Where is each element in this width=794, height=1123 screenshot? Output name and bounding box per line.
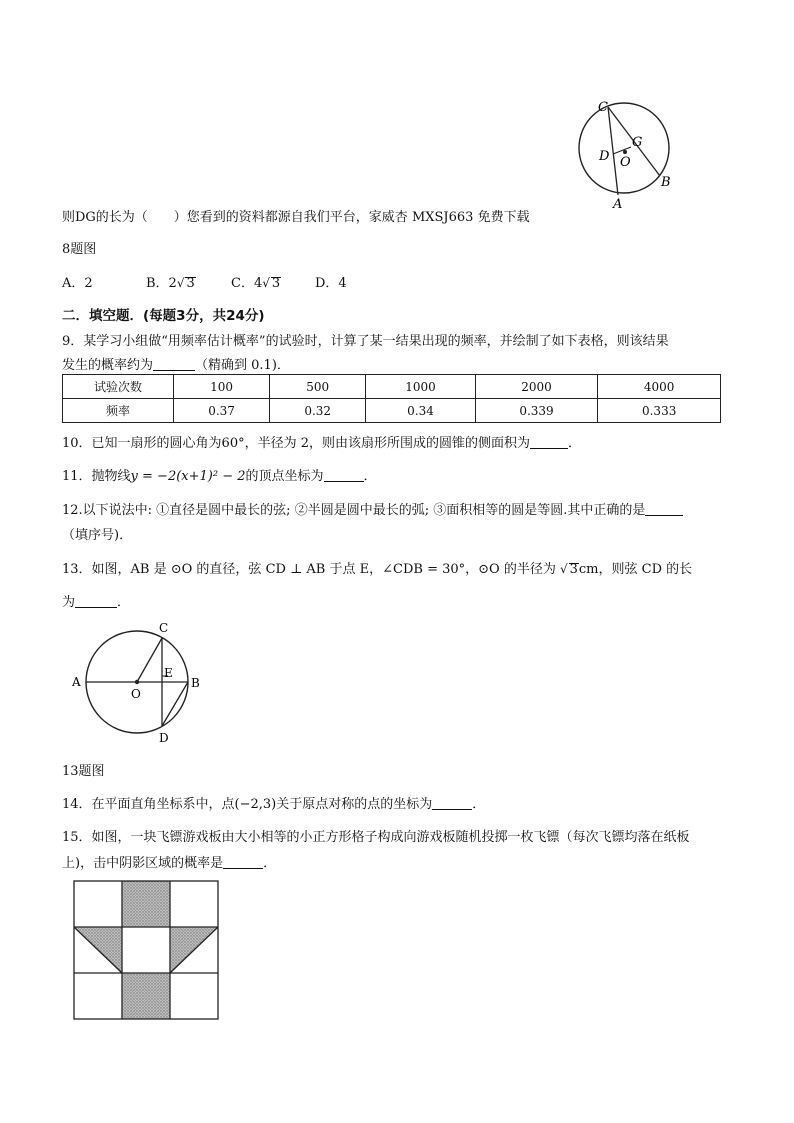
q12-line1: 12.以下说法中: ①直径是圆中最长的弦; ②半圆是圆中最长的弧; ③面积相等的圆是等圆.其中正确的是	[62, 499, 683, 518]
q8-circle	[579, 103, 669, 193]
q10-text: 10．已知一扇形的圆心角为60°，半径为 2，则由该扇形所围成的圆锥的侧面积为 ．	[62, 436, 582, 451]
table-cell: 0.339	[475, 399, 598, 423]
table-cell: 0.37	[174, 399, 270, 423]
q8-label-b: B	[661, 175, 671, 190]
table-cell: 100	[174, 375, 270, 399]
q8-label-o: O	[620, 155, 631, 170]
table-cell: 4000	[598, 375, 721, 399]
q8-figure	[568, 92, 680, 212]
q13-line1: 13．如图，AB 是 ⊙O 的直径，弦 CD ⊥ AB 于点 E，∠CDB = 30°，⊙O 的半径为 √ 3cm，则弦 CD 的长	[62, 562, 693, 577]
q8-option-b: B．2√ 3	[146, 276, 195, 291]
table-header-trials: 试验次数	[63, 375, 174, 399]
section2-heading: 二．填空题．(每题3分，共24分)	[62, 308, 265, 324]
table-cell: 0.333	[598, 399, 721, 423]
q13-label-d: D	[159, 731, 169, 745]
q11-text: 11．抛物线y = −2(x+1)² − 2的顶点坐标为 ．	[62, 469, 377, 484]
table-cell: 0.34	[366, 399, 475, 423]
table-header-frequency: 频率	[63, 399, 174, 423]
q12-line2: （填序号)．	[62, 528, 133, 543]
q8-label-d: D	[599, 149, 610, 164]
q8-option-c: C．4√ 3	[231, 276, 281, 291]
table-cell: 2000	[475, 375, 598, 399]
q8-center-dot	[623, 150, 627, 154]
q9-frequency-table	[62, 374, 721, 423]
q15-dartboard	[70, 878, 222, 1028]
table-cell: 0.32	[270, 399, 366, 423]
q15-line2: 上)，击中阴影区域的概率是 ．	[62, 856, 277, 871]
q13-segment-db	[162, 682, 188, 726]
shaded-square-bottom	[122, 973, 170, 1019]
q13-label-e: E	[164, 666, 173, 680]
q8-label-g: G	[632, 135, 643, 150]
shaded-square-top	[122, 881, 170, 927]
q9-line1: 9．某学习小组做“用频率估计概率”的试验时，计算了某一结果出现的频率，并绘制了如下表格，则该结果	[62, 334, 669, 349]
q13-segment-oc	[137, 638, 162, 682]
q8-label-c: C	[598, 100, 608, 115]
q14-text: 14．在平面直角坐标系中，点(−2,3)关于原点对称的点的坐标为 ．	[62, 797, 486, 812]
q8-segment-dg	[613, 147, 631, 154]
table-cell: 1000	[366, 375, 475, 399]
q13-figure	[66, 616, 212, 746]
q8-label-a: A	[613, 197, 623, 212]
table-row	[63, 399, 721, 423]
q13-label-a: A	[72, 675, 81, 689]
q13-caption: 13题图	[62, 764, 105, 779]
q13-label-c: C	[159, 621, 169, 635]
q8-option-d: D．4	[315, 276, 347, 291]
q13-line2: 为 ．	[62, 595, 131, 610]
q13-center-dot	[135, 680, 139, 684]
table-cell: 500	[270, 375, 366, 399]
q8-option-a: A．2	[62, 276, 93, 291]
table-row	[63, 375, 721, 399]
q8-caption: 8题图	[62, 242, 97, 257]
q15-line1: 15．如图，一块飞镖游戏板由大小相等的小正方形格子构成向游戏板随机投掷一枚飞镖（每次飞镖均落在纸板	[62, 830, 690, 845]
q13-label-o: O	[131, 687, 141, 701]
q13-label-b: B	[191, 676, 200, 690]
q8-text: 则DG的长为（ ）您看到的资料都源自我们平台，家威杏 MXSJ663 免费下载	[62, 210, 530, 225]
q8-chord-ca	[608, 107, 618, 195]
q9-line2: 发生的概率约为 （精确到 0.1)．	[62, 358, 290, 373]
